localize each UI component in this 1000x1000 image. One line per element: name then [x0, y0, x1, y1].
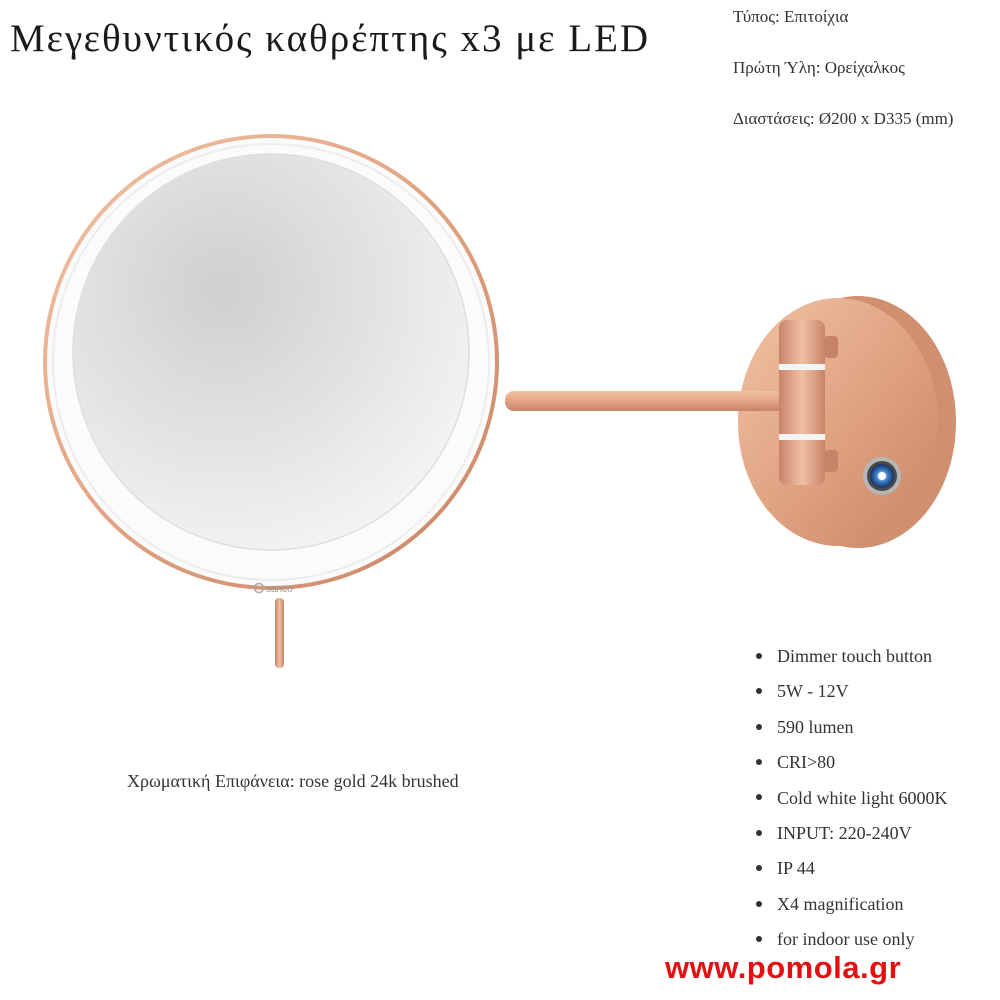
feature-list: [756, 641, 948, 960]
feature-item: INPUT: 220-240V: [756, 818, 948, 853]
mirror-arm: [505, 391, 785, 411]
feature-item: Dimmer touch button: [756, 641, 948, 676]
feature-item: Cold white light 6000K: [756, 783, 948, 818]
feature-item: for indoor use only: [756, 924, 948, 959]
feature-item: IP 44: [756, 853, 948, 888]
mirror-stem: [275, 598, 284, 668]
feature-item: 590 lumen: [756, 712, 948, 747]
feature-item: X4 magnification: [756, 889, 948, 924]
dimmer-button-icon: [863, 457, 901, 495]
finish-label: Χρωματική Επιφάνεια: rose gold 24k brushed: [127, 771, 459, 791]
wall-plate: [738, 296, 956, 548]
website-link[interactable]: www.pomola.gr: [665, 950, 902, 985]
brand-mark: sanco: [266, 584, 293, 595]
product-title: Μεγεθυντικός καθρέπτης x3 με LED: [10, 17, 651, 60]
feature-item: CRI>80: [756, 747, 948, 782]
spec-dimensions: Διαστάσεις: Ø200 x D335 (mm): [733, 109, 954, 128]
feature-item: 5W - 12V: [756, 676, 948, 711]
spec-material: Πρώτη Ύλη: Ορείχαλκος: [733, 58, 905, 77]
spec-type: Τύπος: Επιτοίχια: [733, 7, 849, 26]
mirror: [43, 134, 499, 590]
